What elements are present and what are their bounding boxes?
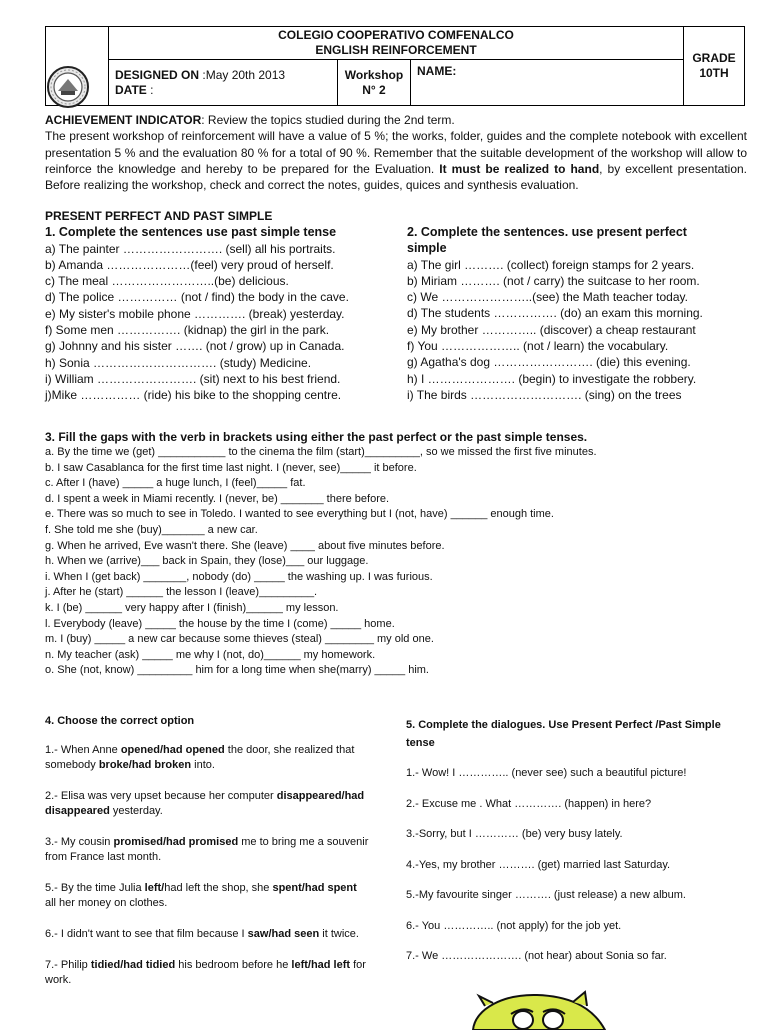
list-item: h) Sonia …………………………. (study) Medicine. bbox=[45, 355, 312, 370]
choice-item: 7.- Philip tidied/had tidied his bedroom before he left/had left for work. bbox=[45, 959, 366, 986]
cartoon-bird-icon bbox=[465, 990, 615, 1030]
list-item: f. She told me she (buy)_______ a new car. bbox=[45, 523, 258, 536]
workshop-label: Workshop bbox=[344, 67, 404, 82]
ex4-title: 4. Choose the correct option bbox=[45, 715, 195, 727]
exercise-2 bbox=[407, 224, 752, 403]
designed-cell bbox=[109, 60, 338, 106]
list-item: g. When he arrived, Eve wasn't there. She (leave) ____ about five minutes before. bbox=[45, 539, 445, 552]
list-item: i) The birds ………………………. (sing) on the trees bbox=[407, 387, 682, 402]
list-item: e) My sister's mobile phone …………. (break) yesterday. bbox=[45, 306, 345, 321]
list-item: o. She (not, know) _________ him for a long time when she(marry) _____ him. bbox=[45, 664, 429, 677]
subject-title: ENGLISH REINFORCEMENT bbox=[315, 43, 477, 57]
exercise-5 bbox=[406, 716, 736, 980]
grade-label: GRADE bbox=[692, 51, 736, 65]
list-item: h. When we (arrive)___ back in Spain, they (lose)___ our luggage. bbox=[45, 555, 369, 568]
name-label: NAME: bbox=[417, 64, 457, 78]
workshop-number: N° 2 bbox=[362, 82, 386, 97]
exercise-1 bbox=[45, 208, 390, 404]
ex5-title: 5. Complete the dialogues. Use Present Perfect /Past Simple tense bbox=[406, 719, 721, 749]
indicator-label: ACHIEVEMENT INDICATOR bbox=[45, 113, 202, 127]
grade-value: 10TH bbox=[699, 66, 729, 80]
school-emblem-icon bbox=[46, 65, 90, 109]
list-item: 6.- You ………….. (not apply) for the job yet. bbox=[406, 919, 622, 932]
date-value: : bbox=[150, 82, 154, 97]
list-item: f) You ……………….. (not / learn) the vocabulary. bbox=[407, 339, 669, 354]
list-item: i. When I (get back) _______, nobody (do) _____ the washing up. I was furious. bbox=[45, 570, 433, 583]
ex3-title: 3. Fill the gaps with the verb in brackets using either the past perfect or the past simple tenses. bbox=[45, 430, 588, 444]
list-item: j. After he (start) ______ the lesson I (leave)_________. bbox=[45, 586, 318, 599]
ex2-title-line2: simple bbox=[407, 241, 447, 256]
school-cell bbox=[109, 27, 684, 60]
designed-label: DESIGNED ON bbox=[115, 67, 200, 82]
exercise-4 bbox=[45, 714, 370, 1004]
list-item: d) The police …………… (not / find) the body in the cave. bbox=[45, 290, 349, 305]
ex1-title: 1. Complete the sentences use past simple tense bbox=[45, 225, 337, 240]
list-item: a) The painter ……………………. (sell) all his portraits. bbox=[45, 241, 336, 256]
list-item: c) We …………………..(see) the Math teacher today. bbox=[407, 290, 688, 305]
list-item: d) The students ……………. (do) an exam this morning. bbox=[407, 306, 703, 321]
list-item: i) William ……………………. (sit) next to his best friend. bbox=[45, 371, 341, 386]
list-item: l. Everybody (leave) _____ the house by the time I (come) _____ home. bbox=[45, 617, 395, 630]
list-item: e) My brother ………….. (discover) a cheap restaurant bbox=[407, 322, 696, 337]
list-item: 4.-Yes, my brother ………. (get) married last Saturday. bbox=[406, 858, 671, 871]
list-item: k. I (be) ______ very happy after I (finish)______ my lesson. bbox=[45, 601, 339, 614]
list-item: a) The girl ………. (collect) foreign stamps for 2 years. bbox=[407, 257, 695, 272]
header-table bbox=[45, 26, 745, 106]
choice-item: 1.- When Anne opened/had opened the door, she realized that somebody broke/had broken into. bbox=[45, 744, 355, 771]
list-item: b) Miriam ………. (not / carry) the suitcase to her room. bbox=[407, 273, 700, 288]
list-item: a. By the time we (get) ___________ to the cinema the film (start)_________, so we missed the first five minutes. bbox=[45, 446, 597, 458]
list-item: 5.-My favourite singer ………. (just release) a new album. bbox=[406, 889, 686, 901]
list-item: h) I …………………. (begin) to investigate the robbery. bbox=[407, 371, 697, 386]
list-item: f) Some men ……………. (kidnap) the girl in the park. bbox=[45, 323, 330, 338]
name-cell bbox=[411, 60, 684, 106]
indicator-text: : Review the topics studied during the 2nd term. bbox=[201, 113, 455, 127]
list-item: 7.- We …………………. (not hear) about Sonia so far. bbox=[406, 950, 667, 962]
ex2-title: 2. Complete the sentences. use present perfect bbox=[407, 225, 687, 239]
intro-section bbox=[45, 112, 747, 193]
designed-value: :May 20th 2013 bbox=[202, 67, 286, 82]
list-item: n. My teacher (ask) _____ me why I (not, do)______ my homework. bbox=[45, 648, 376, 661]
list-item: c. After I (have) _____ a huge lunch, I (feel)_____ fat. bbox=[45, 477, 306, 490]
choice-item: 6.- I didn't want to see that film because I saw/had seen it twice. bbox=[45, 928, 359, 940]
list-item: b. I saw Casablanca for the first time last night. I (never, see)_____ it before. bbox=[45, 461, 417, 474]
section-title: PRESENT PERFECT AND PAST SIMPLE bbox=[45, 209, 273, 223]
choice-item: 2.- Elisa was very upset because her computer disappeared/had disappeared yesterday. bbox=[45, 790, 365, 817]
list-item: j)Mike …………… (ride) his bike to the shopping centre. bbox=[45, 388, 342, 403]
workshop-cell bbox=[338, 60, 411, 106]
list-item: g) Johnny and his sister ……. (not / grow) up in Canada. bbox=[45, 339, 345, 354]
list-item: m. I (buy) _____ a new car because some thieves (steal) ________ my old one. bbox=[45, 633, 434, 646]
list-item: c) The meal ……………………..(be) delicious. bbox=[45, 274, 289, 289]
list-item: g) Agatha's dog ……………………. (die) this evening. bbox=[407, 355, 691, 370]
intro-paragraph-bold: It must be realized to hand bbox=[439, 161, 600, 176]
date-label: DATE bbox=[115, 82, 147, 97]
intro-paragraph: The present workshop of reinforcement will have a value of 5 %; the works, folder, guides and the complete notebook with excellent presentation 5 % and the evaluation 80 % for a total of 90 %. Remember that the suitable development of the workshop will allow to reinforce the knowledge and hereby to be prepared for the Evaluation. bbox=[45, 129, 747, 176]
choice-item: 5.- By the time Julia left/had left the shop, she spent/had spent all her money on clothes. bbox=[45, 882, 357, 909]
list-item: d. I spent a week in Miami recently. I (never, be) _______ there before. bbox=[45, 492, 390, 505]
intro-paragraph-end: , by excellent presentation. Before realizing the workshop, check and correct the notes, guides, quices and synthesis evaluation. bbox=[45, 161, 748, 193]
list-item: 2.- Excuse me . What …………. (happen) in here? bbox=[406, 797, 652, 810]
list-item: 1.- Wow! I ………….. (never see) such a beautiful picture! bbox=[406, 767, 687, 779]
grade-cell bbox=[684, 27, 745, 106]
list-item: 3.-Sorry, but I ………… (be) very busy lately. bbox=[406, 828, 623, 840]
list-item: b) Amanda …………………(feel) very proud of herself. bbox=[45, 257, 334, 272]
exercise-3 bbox=[45, 429, 747, 679]
choice-item: 3.- My cousin promised/had promised me to bring me a souvenir from France last month. bbox=[45, 836, 369, 863]
list-item: e. There was so much to see in Toledo. I wanted to see everything but I (not, have) ______ enough time. bbox=[45, 508, 554, 521]
school-name: COLEGIO COOPERATIVO COMFENALCO bbox=[278, 28, 514, 42]
